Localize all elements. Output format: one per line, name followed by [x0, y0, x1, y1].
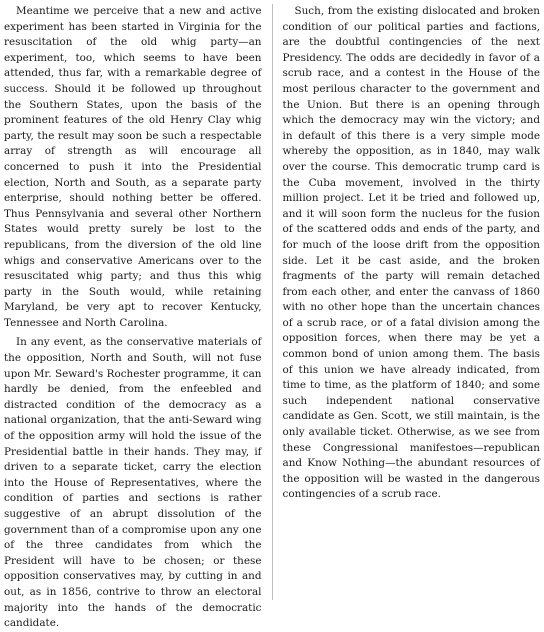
paragraph: Meantime we perceive that a new and active experiment has been started in Virginia for the resuscitation of the old whig party—an experiment, too, which seems to have been attended, thus far, with a remarkable degree of success. Should it be followed up throughout the Southern States, upon the basis of the prominent features of the old Henry Clay whig party, the result may soon be such a respectable array of strength as will encourage all concerned to push it into the Presidential election, North and South, as a separate party enterprise, should nothing better be offered. Thus Pennsylvania and several other Northern States would pretty surely be lost to the republicans, from the diversion of the old line whigs and conservative Americans over to the resuscitated whig party; and thus this whig party in the South would, while retaining Maryland, be very apt to recover Kentucky, Tennessee and North Carolina.: [4, 5, 262, 329]
paragraph: In any event, as the conservative materials of the opposition, North and South, will not fuse upon Mr. Seward's Rochester programme, it can hardly be denied, from the enfeebled and distracted condition of the democracy as a national organization, that the anti-Seward wing of the opposition army will hold the issue of the Presidential battle in their hands. They may, if driven to a separate ticket, carry the election into the House of Representatives, where the condition of parties and sections is rather suggestive of an abrupt dissolution of the government than of a compromise upon any one of the three candidates from which the President will have to be chosen; or these opposition conservatives may, by cutting in and out, as in 1856, contrive to throw an electoral majority into the hands of the democratic candidate.: [4, 336, 262, 630]
paragraph: Such, from the existing dislocated and broken condition of our political parties and factions, are the doubtful contingencies of the next Presidency. The odds are decidedly in favor of a scrub race, and a contest in the House of the most perilous character to the government and the Union. But there is an opening through which the democracy may win the victory; and in default of this there is a very simple mode whereby the opposition, as in 1840, may walk over the course. This democratic trump card is the Cuba movement, involved in the thirty million project. Let it be tried and followed up, and it will soon form the nucleus for the fusion of the scattered odds and ends of the party, and for much of the loose drift from the opposition side. Let it be cast aside, and the broken fragments of the party will remain detached from each other, and enter the canvass of 1860 with no other hope than the uncertain chances of a scrub race, or of a fatal division among the opposition forces, when there may be yet a common bond of union among them. The basis of this union we have already indicated, from time to time, as the platform of 1840; and some such independent national conservative candidate as Gen. Scott, we still maintain, is the only available ticket. Otherwise, as we see from these Congressional manifestoes—republican and Know Nothing—the abundant resources of the opposition will be wasted in the dangerous contingencies of a scrub race.: [282, 5, 540, 501]
column-divider: [272, 4, 273, 600]
left-column: [4, 4, 262, 630]
right-column: [283, 4, 541, 600]
